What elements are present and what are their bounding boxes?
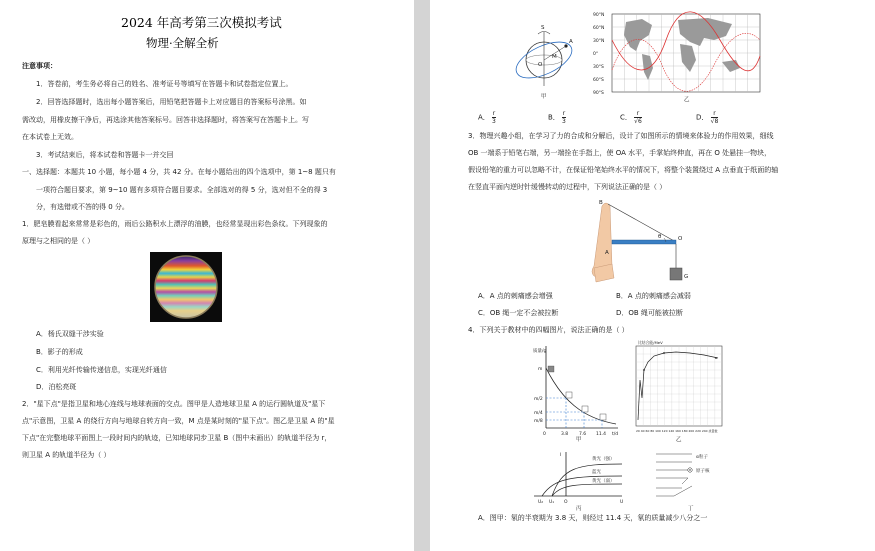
q1-option-a[interactable]: A．杨氏双缝干涉实验 bbox=[36, 330, 104, 338]
q2-line: 点"示意图，卫星 A 的绕行方向与地球自转方向一致，M 点是某时刻的"星下点"。图乙是卫星 A 的"星 bbox=[22, 417, 335, 425]
chart-bing-xtick: O bbox=[564, 500, 568, 505]
map-latitude-label: 60°S bbox=[593, 77, 604, 83]
q2-option-b-letter: B． bbox=[548, 113, 560, 122]
q3-option-c[interactable]: C．OB 绳一定不会被拉断 bbox=[478, 309, 559, 317]
globe-label-s: S bbox=[541, 25, 545, 31]
map-latitude-label: 0° bbox=[593, 51, 599, 57]
q1-line: 原理与之相同的是（ ） bbox=[22, 237, 95, 245]
notes-heading: 注意事项： bbox=[22, 62, 57, 70]
binding-energy-chart bbox=[630, 340, 728, 442]
ground-track-map bbox=[592, 10, 770, 102]
chart-jia-xtick: 11.4 bbox=[596, 432, 607, 437]
section-intro-line: 一项符合题目要求，第 9~10 题有多项符合题目要求。全部选对的得 5 分，选对但不全的得 3 bbox=[36, 186, 328, 194]
figure-label-jia: 甲 bbox=[541, 94, 547, 100]
chart-jia-ytick: m/2 bbox=[534, 397, 543, 402]
chart-jia-xtick: 7.6 bbox=[579, 432, 587, 437]
chart-yi-title: 比结合能/MeV bbox=[638, 340, 663, 345]
q2-option-b[interactable] bbox=[548, 110, 566, 125]
note-line: 1．答卷前，考生务必将自己的姓名、准考证号等填写在答题卡和试卷指定位置上。 bbox=[36, 80, 293, 88]
chart-jia-ylabel: 质量/g bbox=[533, 349, 547, 354]
q2-option-c-denominator: √6 bbox=[634, 118, 642, 125]
q2-option-d[interactable] bbox=[696, 110, 718, 125]
chart-jia-label: 甲 bbox=[576, 437, 582, 442]
q3-option-b[interactable]: B．A 点的刺痛感会减弱 bbox=[616, 292, 691, 300]
globe-label-m: M bbox=[552, 54, 557, 60]
hand-pencil-figure bbox=[590, 198, 690, 284]
q2-line: 则卫星 A 的轨道半径为（ ） bbox=[22, 451, 111, 459]
chart-jia-ytick: m/4 bbox=[534, 411, 543, 416]
chart-bing-xtick: U₂ bbox=[538, 500, 544, 505]
q2-option-a-numerator: r bbox=[492, 110, 496, 117]
q1-option-d[interactable]: D．泊松亮斑 bbox=[36, 383, 77, 391]
q2-option-d-letter: D． bbox=[696, 113, 709, 122]
chart-ding-alpha-label: α粒子 bbox=[696, 455, 708, 460]
note-line: 2．回答选择题时，选出每小题答案后，用铅笔把答题卡上对应题目的答案标号涂黑。如 bbox=[36, 98, 307, 106]
chart-bing-curve: 蓝光 bbox=[592, 470, 601, 475]
q2-option-d-numerator: r bbox=[711, 110, 719, 118]
section-intro-line: 分，有选错或不答的得 0 分。 bbox=[36, 203, 129, 211]
fig3-label-g: G bbox=[684, 274, 689, 280]
map-latitude-label: 90°S bbox=[593, 90, 604, 96]
q2-option-a-denominator: 3 bbox=[492, 118, 496, 125]
q2-option-b-denominator: 3 bbox=[562, 118, 566, 125]
chart-bing-ylabel: I bbox=[560, 453, 562, 458]
section-intro-line: 一、选择题：本题共 10 小题，每小题 4 分，共 42 分。在每小题给出的四个选项中，第 1~8 题只有 bbox=[22, 168, 336, 176]
alpha-scattering-figure bbox=[652, 448, 734, 512]
chart-jia-xtick: 0 bbox=[543, 432, 546, 437]
map-latitude-label: 60°N bbox=[593, 25, 605, 31]
note-line: 3．考试结束后，将本试卷和答题卡一并交回 bbox=[36, 151, 174, 159]
note-line: 需改动，用橡皮擦干净后，再选涂其他答案标号。回答非选择题时，将答案写在答题卡上。写 bbox=[22, 116, 309, 124]
q1-option-c[interactable]: C．利用光纤传输传递信息，实现光纤通信 bbox=[36, 366, 167, 374]
q3-option-a[interactable]: A．A 点的刺痛感会增强 bbox=[478, 292, 553, 300]
exam-subtitle: 物理·全解全析 bbox=[146, 36, 219, 50]
q3-line: 在竖直平面内逆时针缓慢转动的过程中，下列说法正确的是（ ） bbox=[468, 183, 667, 191]
q3-line: 假设铅笔的重力可以忽略不计，在保证铅笔始终水平的情况下，将整个装置绕过 A 点垂直于纸面的轴 bbox=[468, 166, 779, 174]
q3-option-d[interactable]: D．OB 绳可能被拉断 bbox=[616, 309, 683, 317]
q3-line: OB 一端系于铅笔右端，另一端拴在手指上，使 OA 水平，手掌始终伸直，再在 O 处悬挂一物块， bbox=[468, 149, 772, 157]
q4-stem: 4．下列关于教材中的四幅图片，说法正确的是（ ） bbox=[468, 326, 629, 334]
q4-option-a[interactable]: A．图甲：氡的半衰期为 3.8 天，则经过 11.4 天，氡的质量减少八分之一 bbox=[478, 514, 708, 522]
chart-ding-nucleus-label: 原子核 bbox=[696, 469, 710, 474]
chart-jia-ytick: m bbox=[538, 367, 543, 372]
satellite-orbit-figure bbox=[508, 18, 586, 102]
q2-option-a[interactable] bbox=[478, 110, 496, 125]
chart-jia-xtick: 3.8 bbox=[561, 432, 569, 437]
note-line: 在本试卷上无效。 bbox=[22, 133, 78, 141]
q2-option-c[interactable] bbox=[620, 110, 642, 125]
radon-decay-chart bbox=[532, 340, 622, 442]
map-latitude-label: 30°S bbox=[593, 64, 604, 70]
fig3-label-b: B bbox=[599, 200, 603, 206]
chart-bing-label: 丙 bbox=[576, 506, 582, 512]
map-latitude-label: 90°N bbox=[593, 12, 605, 18]
q1-option-b[interactable]: B．影子的形成 bbox=[36, 348, 83, 356]
chart-yi-label: 乙 bbox=[676, 437, 682, 442]
q2-option-c-numerator: r bbox=[634, 110, 642, 118]
fig3-label-theta: θ bbox=[658, 234, 662, 240]
chart-bing-xtick: U₁ bbox=[549, 500, 555, 505]
fig3-label-a: A bbox=[605, 250, 609, 256]
chart-jia-ytick: m/8 bbox=[534, 419, 543, 424]
chart-bing-curve: 黄光（强） bbox=[592, 457, 615, 462]
document-page-right bbox=[430, 0, 875, 551]
q2-option-d-denominator: √8 bbox=[710, 118, 719, 125]
q2-line: 下点"在完整地球平面图上一段时间内的轨迹，已知地球同步卫星 B（图中未画出）的轨道半径为 r， bbox=[22, 434, 332, 442]
soap-film-photo bbox=[150, 252, 222, 322]
q2-option-b-numerator: r bbox=[562, 110, 566, 117]
chart-ding-label: 丁 bbox=[688, 506, 694, 512]
exam-title: 2024 年高考第三次模拟考试 bbox=[121, 15, 282, 30]
q1-line: 1．肥皂膜看起来常常是彩色的，雨后公路积水上漂浮的油膜，也经常显现出彩色条纹。下列现象的 bbox=[22, 220, 328, 228]
figure-label-yi: 乙 bbox=[684, 97, 690, 102]
globe-label-a: A bbox=[569, 39, 573, 45]
photoelectric-chart bbox=[532, 448, 650, 512]
q2-option-c-letter: C． bbox=[620, 113, 632, 122]
map-latitude-label: 30°N bbox=[593, 38, 605, 44]
chart-jia-xlabel: t/d bbox=[612, 432, 619, 437]
q3-line: 3．物理兴趣小组，在学习了力的合成和分解后，设计了如图所示的情境来体验力的作用效果，细线 bbox=[468, 132, 774, 140]
document-page-left bbox=[0, 0, 414, 551]
chart-bing-xtick: U bbox=[620, 500, 624, 505]
globe-label-o: O bbox=[538, 62, 543, 68]
q2-option-a-letter: A． bbox=[478, 113, 490, 122]
fig3-label-o: O bbox=[678, 236, 683, 242]
chart-bing-curve: 黄光（弱） bbox=[592, 479, 615, 484]
q2-line: 2．"星下点"是指卫星和地心连线与地球表面的交点。图甲是人造地球卫星 A 的运行圆轨道及"星下 bbox=[22, 400, 326, 408]
chart-yi-xlabel: 20 40 60 80 100 120 140 160 180 200 220 240 质量数 bbox=[636, 429, 718, 433]
